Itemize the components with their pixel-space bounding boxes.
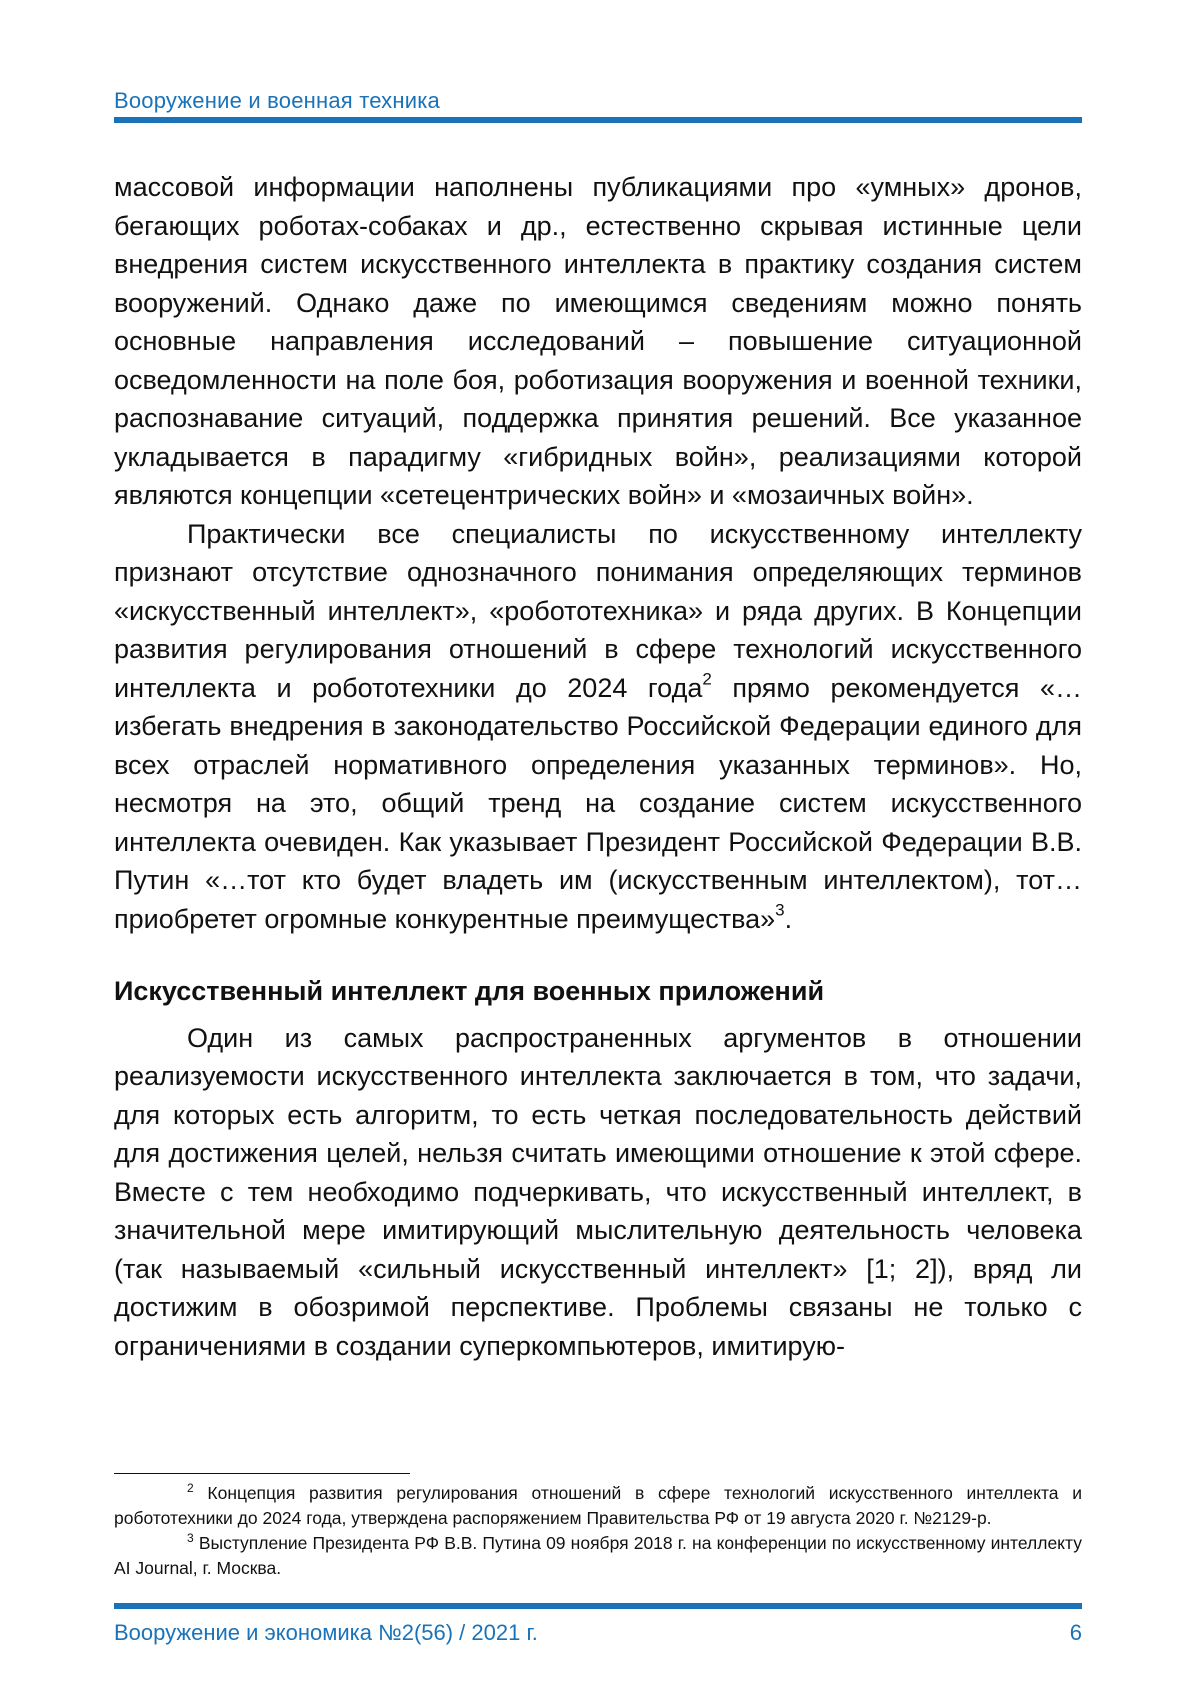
paragraph-2-text-a: Практически все специалисты по искусственному интеллекту признают отсутствие однозначного понимания определяющих терминов «искусственный интеллект», «робототехника» и ряда других. В Концепции развития регулирования отношений в сфере технологий искусственного интеллекта и робототехники до 2024 года: [114, 518, 1082, 703]
footnote-2-number: 2: [187, 1480, 194, 1495]
header-divider: [114, 117, 1082, 123]
footnote-ref-2: 2: [702, 668, 712, 688]
footnote-ref-3: 3: [775, 899, 785, 919]
footnote-3: [114, 1531, 1082, 1581]
paragraph-2: [114, 515, 1082, 939]
paragraph-3: Один из самых распространенных аргументов в отношении реализуемости искусственного интеллекта заключается в том, что задачи, для которых есть алгоритм, то есть четкая последовательность действий для достижения целей, нельзя считать имеющими отношение к этой сфере. Вместе с тем необходимо подчеркивать, что искусственный интеллект, в значительной мере имитирующий мыслительную деятельность человека (так называемый «сильный искусственный интеллект» [1; 2]), вряд ли достижим в обозримой перспективе. Проблемы связаны не только с ограничениями в создании суперкомпьютеров, имитирую-: [114, 1022, 1082, 1361]
footnote-2: [114, 1481, 1082, 1531]
footer-divider: [114, 1603, 1082, 1609]
journal-issue: Вооружение и экономика №2(56) / 2021 г.: [114, 1620, 538, 1645]
paragraph-2-text-b: прямо рекомендуется «…избегать внедрения в законодательство Российской Федерации единого для всех отраслей нормативного определения указанных терминов». Но, несмотря на это, общий тренд на создание систем искусственного интеллекта очевиден. Как указывает Президент Российской Федерации В.В. Путин «…тот кто будет владеть им (искусственным интеллектом), тот… приобретет огромные конкурентные преимущества»: [114, 672, 1082, 934]
footnote-divider: [114, 1473, 410, 1474]
footnotes: [114, 1481, 1082, 1581]
running-header: Вооружение и военная техника: [114, 88, 440, 113]
footnote-3-text: Выступление Президента РФ В.В. Путина 09 ноября 2018 г. на конференции по искусственному интеллекту AI Journal, г. Москва.: [114, 1533, 1082, 1578]
paragraph-2-text-c: .: [784, 903, 793, 934]
page-number: 6: [1069, 1620, 1082, 1645]
footnote-2-text: Концепция развития регулирования отношений в сфере технологий искусственного интеллекта и робототехники до 2024 года, утверждена распоряжением Правительства РФ от 19 августа 2020 г. №2129-р.: [114, 1483, 1082, 1528]
footnote-3-number: 3: [187, 1530, 194, 1545]
section-heading: Искусственный интеллект для военных приложений: [114, 976, 825, 1006]
article-body: [114, 168, 1082, 1365]
paragraph-1: массовой информации наполнены публикациями про «умных» дронов, бегающих роботах-собаках и др., естественно скрывая истинные цели внедрения систем искусственного интеллекта в практику создания систем вооружений. Однако даже по имеющимся сведениям можно понять основные направления исследований – повышение ситуационной осведомленности на поле боя, роботизация вооружения и военной техники, распознавание ситуаций, поддержка принятия решений. Все указанное укладывается в парадигму «гибридных войн», реализациями которой являются концепции «сетецентрических войн» и «мозаичных войн».: [114, 172, 1082, 510]
